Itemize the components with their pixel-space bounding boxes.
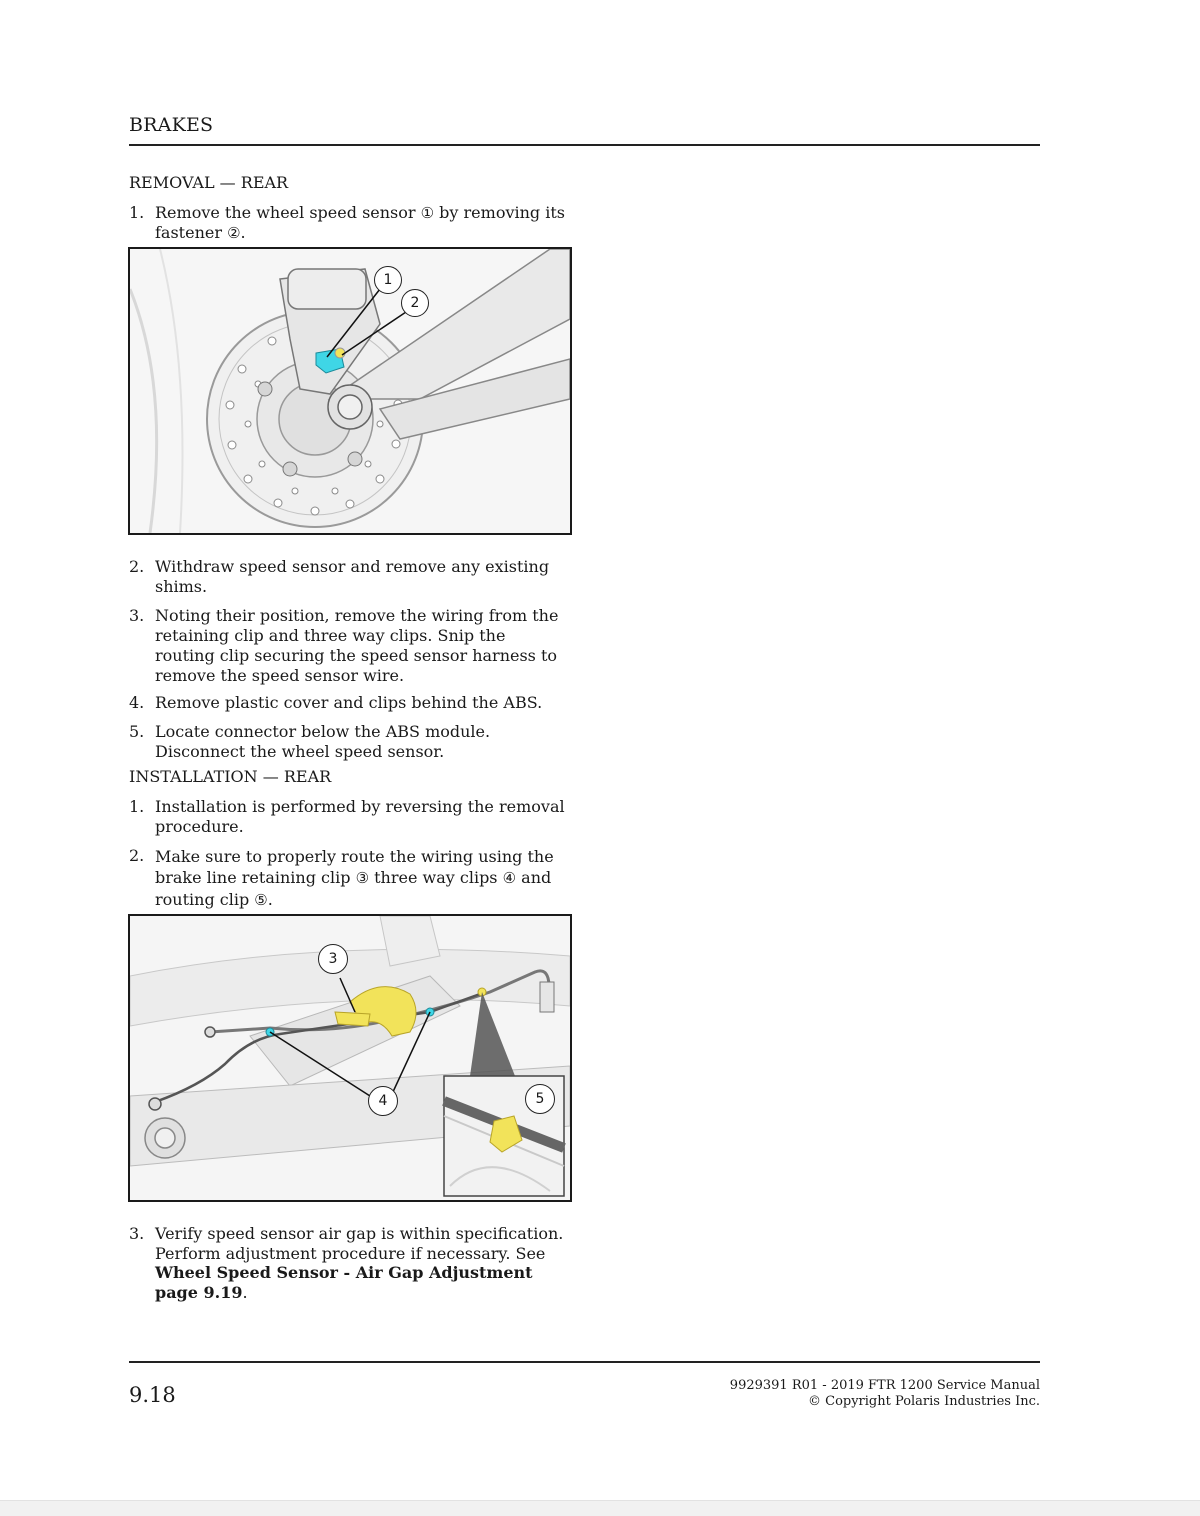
step-text: Noting their position, remove the wiring from the retaining clip and three way clips. Snip the routing clip securing the speed sensor harness to remove the speed sensor wire. [155, 606, 559, 685]
removal-step-4 [129, 693, 569, 713]
step-text: Remove the wheel speed sensor ① by removing its fastener ②. [155, 203, 565, 242]
step-number: 3. [129, 1224, 145, 1243]
step-number: 3. [129, 606, 145, 625]
removal-step-5 [129, 722, 569, 762]
step-text: Make sure to properly route the wiring using the brake line retaining clip ③ three way clips ④ and routing clip ⑤. [155, 847, 554, 909]
callout-5: 5 [525, 1084, 555, 1114]
step-number: 2. [129, 846, 145, 865]
cross-reference-link[interactable]: Wheel Speed Sensor - Air Gap Adjustment page 9.19 [155, 1263, 533, 1302]
step-text: Remove plastic cover and clips behind the ABS. [155, 693, 543, 712]
step-number: 4. [129, 693, 145, 712]
figure-rear-sensor-removal [128, 247, 572, 535]
installation-step-3 [129, 1224, 569, 1304]
step-number: 2. [129, 557, 145, 576]
step-text: Installation is performed by reversing the removal procedure. [155, 797, 565, 836]
callout-3: 3 [318, 944, 348, 974]
step-number: 1. [129, 797, 145, 816]
wiring-route-illustration [130, 916, 570, 1200]
step-text: Locate connector below the ABS module. Disconnect the wheel speed sensor. [155, 722, 491, 761]
figure-rear-wiring-routing [128, 914, 572, 1202]
page-number: 9.18 [129, 1383, 176, 1407]
removal-step-3 [129, 606, 569, 686]
step-number: 1. [129, 203, 145, 222]
removal-step-1 [129, 203, 569, 245]
section-title: BRAKES [129, 114, 214, 136]
installation-heading: INSTALLATION — REAR [129, 767, 332, 786]
page-edge [0, 1500, 1200, 1516]
callout-1: 1 [374, 266, 402, 294]
footer-info [730, 1378, 1040, 1410]
removal-step-2 [129, 557, 569, 597]
installation-step-2 [129, 846, 569, 908]
brake-disc-illustration [130, 249, 570, 533]
callout-2: 2 [401, 289, 429, 317]
removal-heading: REMOVAL — REAR [129, 173, 289, 192]
step-text: Verify speed sensor air gap is within specification. Perform adjustment procedure if necessary. See Wheel Speed Sensor - Air Gap Adjustment page 9.19. [155, 1224, 564, 1302]
manual-title: 9929391 R01 - 2019 FTR 1200 Service Manual [729, 1378, 1040, 1393]
installation-step-1 [129, 797, 569, 837]
header-rule [129, 144, 1040, 146]
footer-rule [129, 1361, 1040, 1363]
step-number: 5. [129, 722, 145, 741]
copyright: © Copyright Polaris Industries Inc. [807, 1394, 1040, 1409]
step-text: Withdraw speed sensor and remove any existing shims. [155, 557, 550, 596]
callout-4: 4 [368, 1086, 398, 1116]
